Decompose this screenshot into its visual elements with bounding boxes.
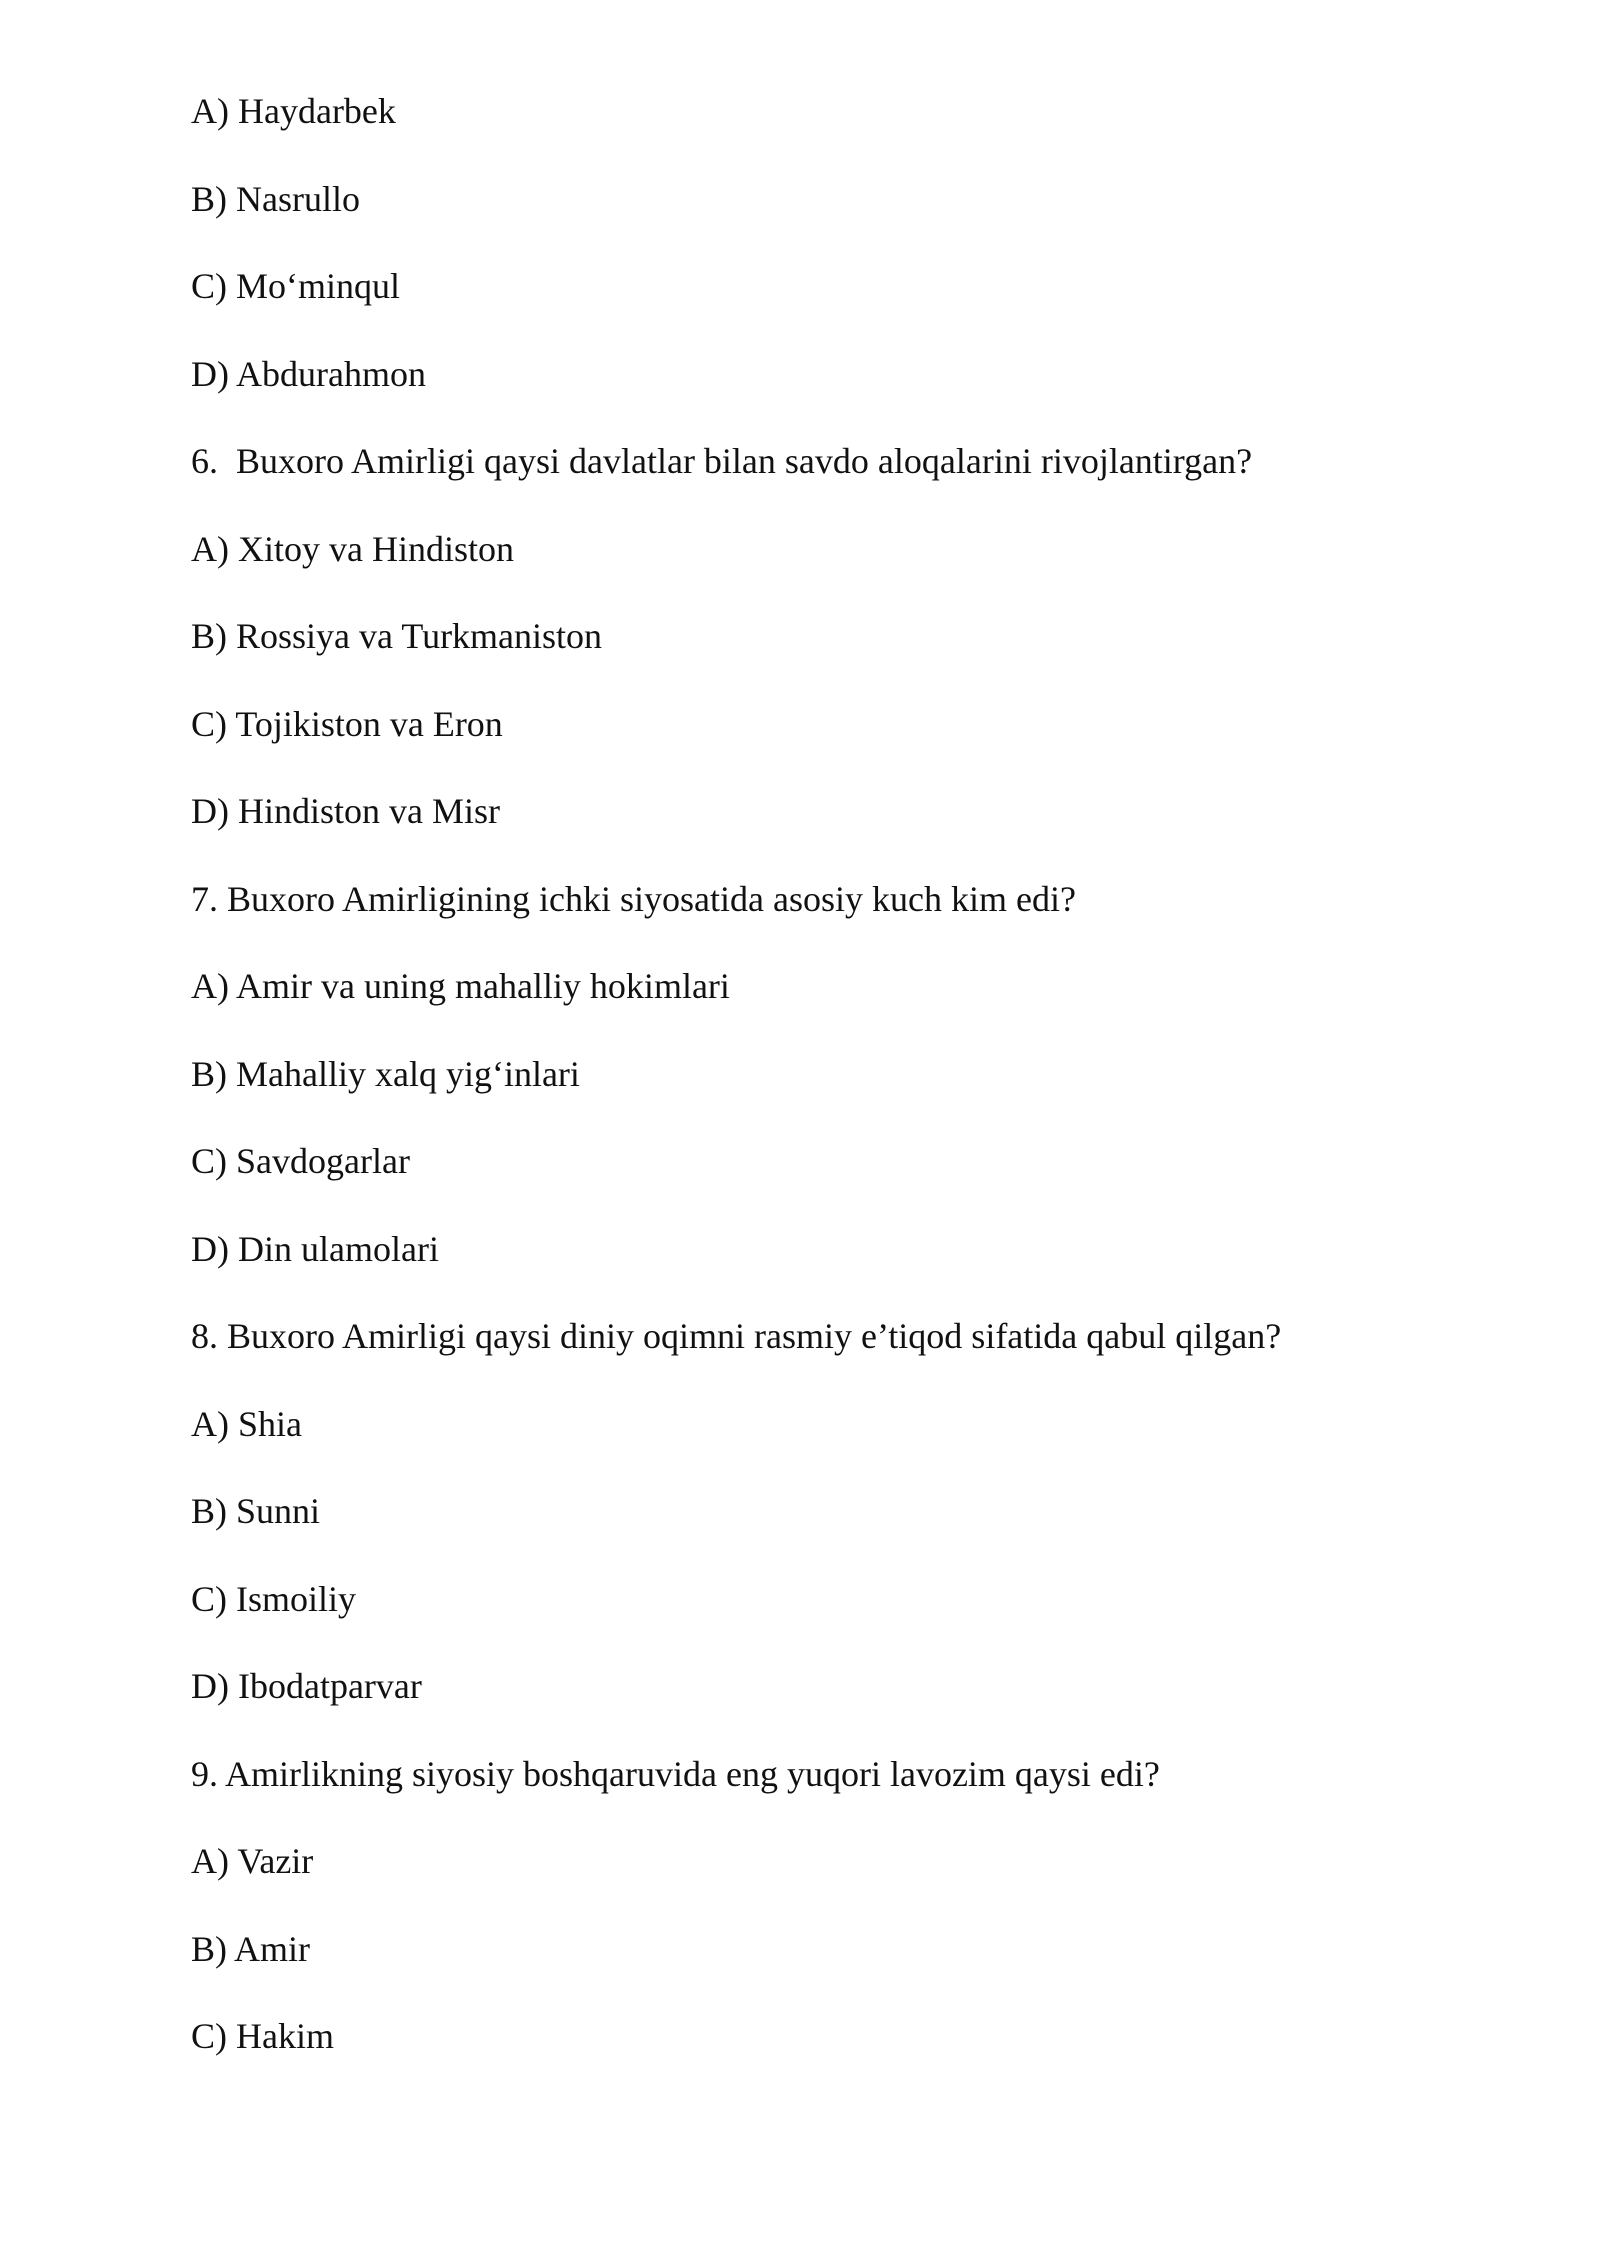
answer-option: B) Nasrullo — [191, 178, 360, 219]
question-text: 8. Buxoro Amirligi qaysi diniy oqimni rasmiy e’tiqod sifatida qabul qilgan? — [191, 1316, 1282, 1356]
question-text: 7. Buxoro Amirligining ichki siyosatida asosiy kuch kim edi? — [191, 878, 1076, 919]
answer-option: B) Rossiya va Turkmaniston — [191, 616, 603, 656]
answer-option: B) Mahalliy xalq yig‘inlari — [191, 1053, 580, 1094]
answer-option: A) Vazir — [191, 1841, 314, 1881]
answer-option: C) Mo‘minqul — [191, 266, 401, 306]
answer-option: A) Amir va uning mahalliy hokimlari — [191, 966, 730, 1006]
answer-option: C) Hakim — [191, 2016, 334, 2056]
answer-option: D) Ibodatparvar — [191, 1666, 422, 1706]
answer-option: A) Xitoy va Hindiston — [191, 528, 514, 569]
answer-option: D) Abdurahmon — [191, 353, 426, 394]
question-text: 6. Buxoro Amirligi qaysi davlatlar bilan savdo aloqalarini rivojlantirgan? — [191, 441, 1253, 481]
answer-option: D) Din ulamolari — [191, 1228, 439, 1269]
answer-option: B) Amir — [191, 1928, 311, 1969]
question-text: 9. Amirlikning siyosiy boshqaruvida eng yuqori lavozim qaysi edi? — [191, 1753, 1160, 1794]
quiz-content — [191, 90, 1441, 2103]
answer-option: A) Haydarbek — [191, 91, 396, 131]
answer-option: C) Savdogarlar — [191, 1141, 410, 1181]
answer-option: A) Shia — [191, 1403, 302, 1444]
answer-option: C) Ismoiliy — [191, 1578, 357, 1619]
answer-option: B) Sunni — [191, 1491, 321, 1531]
answer-option: D) Hindiston va Misr — [191, 791, 500, 831]
answer-option: C) Tojikiston va Eron — [191, 703, 503, 744]
